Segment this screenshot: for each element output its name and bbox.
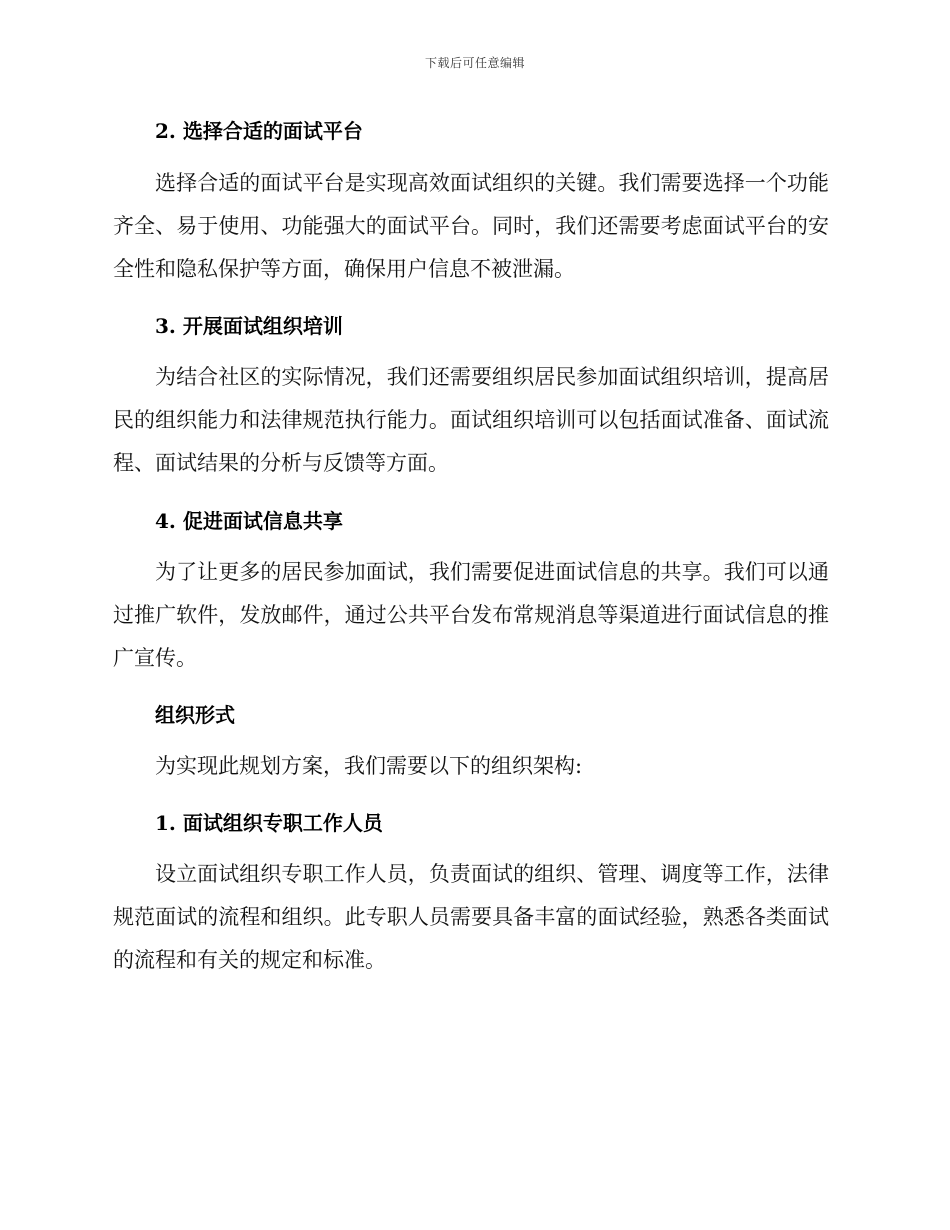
section-paragraph: 为实现此规划方案，我们需要以下的组织架构:: [155, 754, 583, 778]
section-paragraph: 设立面试组织专职工作人员，负责面试的组织、管理、调度等工作，法律规范面试的流程和组织。此专职人员需要具备丰富的面试经验，熟悉各类面试的流程和有关的规定和标准。: [113, 862, 829, 972]
section-heading: 组织形式: [155, 703, 235, 727]
header-note: 下载后可任意编辑: [424, 56, 525, 70]
section-heading: 3. 开展面试组织培训: [155, 314, 343, 338]
section-paragraph: 为结合社区的实际情况，我们还需要组织居民参加面试组织培训，提高居民的组织能力和法律规范执行能力。面试组织培训可以包括面试准备、面试流程、面试结果的分析与反馈等方面。: [113, 365, 829, 475]
section-paragraph: 为了让更多的居民参加面试，我们需要促进面试信息的共享。我们可以通过推广软件，发放邮件，通过公共平台发布常规消息等渠道进行面试信息的推广宣传。: [113, 560, 829, 670]
section-heading: 2. 选择合适的面试平台: [155, 119, 363, 143]
section-heading: 1. 面试组织专职工作人员: [155, 811, 383, 835]
section-heading: 4. 促进面试信息共享: [155, 509, 343, 533]
section-paragraph: 选择合适的面试平台是实现高效面试组织的关键。我们需要选择一个功能齐全、易于使用、功能强大的面试平台。同时，我们还需要考虑面试平台的安全性和隐私保护等方面，确保用户信息不被泄漏。: [113, 171, 829, 281]
